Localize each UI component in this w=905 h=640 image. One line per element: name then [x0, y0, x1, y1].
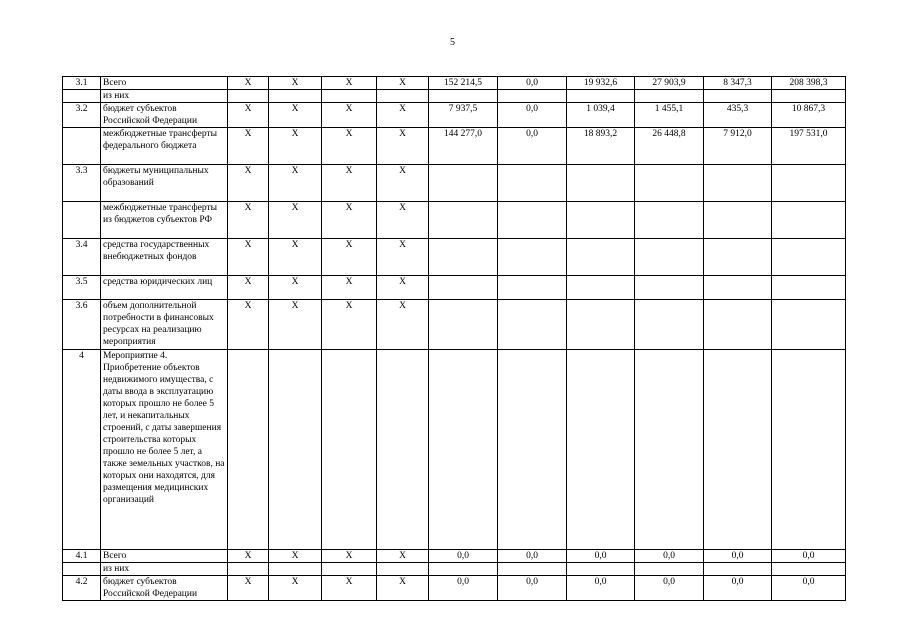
amount-cell: 0,0: [635, 550, 704, 563]
marker-cell: Х: [377, 77, 429, 90]
marker-cell: Х: [322, 576, 377, 601]
amount-cell: [567, 239, 635, 276]
amount-cell: [772, 165, 846, 202]
marker-cell: Х: [322, 128, 377, 165]
page-number: 5: [450, 37, 455, 48]
row-number-cell: 3.2: [63, 103, 101, 128]
table-row: [63, 128, 846, 165]
row-label-cell: средства государственных внебюджетных фондов: [101, 239, 228, 276]
marker-cell: Х: [322, 276, 377, 300]
amount-cell: 7 912,0: [704, 128, 772, 165]
row-number-cell: 3.6: [63, 300, 101, 350]
marker-cell: Х: [322, 550, 377, 563]
marker-cell: Х: [269, 165, 322, 202]
amount-cell: [772, 300, 846, 350]
row-number-cell: 3.1: [63, 77, 101, 90]
amount-cell: [429, 276, 498, 300]
amount-cell: [567, 350, 635, 550]
row-number-cell: [63, 128, 101, 165]
marker-cell: Х: [377, 103, 429, 128]
table-row: [63, 550, 846, 563]
amount-cell: 208 398,3: [772, 77, 846, 90]
marker-cell: Х: [269, 276, 322, 300]
amount-cell: [635, 276, 704, 300]
amount-cell: 1 455,1: [635, 103, 704, 128]
amount-cell: 0,0: [772, 576, 846, 601]
amount-cell: 0,0: [429, 550, 498, 563]
marker-cell: Х: [228, 276, 269, 300]
amount-cell: [772, 350, 846, 550]
amount-cell: [772, 563, 846, 576]
marker-cell: Х: [322, 239, 377, 276]
amount-cell: [429, 300, 498, 350]
amount-cell: 0,0: [498, 77, 567, 90]
amount-cell: [635, 239, 704, 276]
row-label-cell: межбюджетные трансферты из бюджетов субъектов РФ: [101, 202, 228, 239]
marker-cell: Х: [269, 239, 322, 276]
row-label-cell: бюджеты муниципальных образований: [101, 165, 228, 202]
marker-cell: [269, 90, 322, 103]
amount-cell: [429, 202, 498, 239]
marker-cell: Х: [322, 77, 377, 90]
row-label-cell: средства юридических лиц: [101, 276, 228, 300]
marker-cell: Х: [377, 165, 429, 202]
amount-cell: 435,3: [704, 103, 772, 128]
amount-cell: 0,0: [567, 576, 635, 601]
marker-cell: Х: [269, 77, 322, 90]
amount-cell: 7 937,5: [429, 103, 498, 128]
amount-cell: [772, 90, 846, 103]
table-row: [63, 576, 846, 601]
marker-cell: Х: [228, 239, 269, 276]
amount-cell: 0,0: [567, 550, 635, 563]
row-label-cell: бюджет субъектов Российской Федерации: [101, 103, 228, 128]
amount-cell: 18 893,2: [567, 128, 635, 165]
marker-cell: [377, 90, 429, 103]
marker-cell: Х: [228, 77, 269, 90]
table-row: [63, 165, 846, 202]
amount-cell: 0,0: [498, 550, 567, 563]
row-label-cell: Мероприятие 4. Приобретение объектов недвижимого имущества, с даты ввода в эксплуатацию которых прошло не более 5 лет, и некапитальных строений, с даты завершения строительства которых прошло не более 5 лет, а также земельных участков, на которых они находятся, для размещения медицинских организаций: [101, 350, 228, 550]
table-row: [63, 276, 846, 300]
amount-cell: 144 277,0: [429, 128, 498, 165]
amount-cell: 27 903,9: [635, 77, 704, 90]
amount-cell: 0,0: [498, 576, 567, 601]
marker-cell: Х: [322, 202, 377, 239]
marker-cell: Х: [322, 103, 377, 128]
amount-cell: [429, 350, 498, 550]
marker-cell: Х: [228, 103, 269, 128]
amount-cell: [635, 350, 704, 550]
row-label-cell: межбюджетные трансферты федерального бюджета: [101, 128, 228, 165]
marker-cell: Х: [269, 202, 322, 239]
marker-cell: Х: [377, 276, 429, 300]
amount-cell: 19 932,6: [567, 77, 635, 90]
marker-cell: Х: [228, 128, 269, 165]
amount-cell: [429, 165, 498, 202]
marker-cell: Х: [269, 300, 322, 350]
row-label-cell: объем дополнительной потребности в финансовых ресурсах на реализацию мероприятия: [101, 300, 228, 350]
marker-cell: [269, 350, 322, 550]
marker-cell: Х: [269, 550, 322, 563]
marker-cell: [228, 563, 269, 576]
amount-cell: [498, 300, 567, 350]
amount-cell: [498, 90, 567, 103]
financing-table: [62, 76, 846, 601]
amount-cell: [635, 202, 704, 239]
row-number-cell: 4.1: [63, 550, 101, 563]
marker-cell: [322, 563, 377, 576]
table-row: [63, 350, 846, 550]
marker-cell: Х: [377, 239, 429, 276]
row-number-cell: 3.5: [63, 276, 101, 300]
amount-cell: [704, 239, 772, 276]
amount-cell: 0,0: [498, 128, 567, 165]
row-label-cell: из них: [101, 563, 228, 576]
marker-cell: Х: [269, 103, 322, 128]
amount-cell: [635, 165, 704, 202]
table-row: [63, 90, 846, 103]
table-row: [63, 239, 846, 276]
table-row: [63, 202, 846, 239]
table-row: [63, 77, 846, 90]
amount-cell: 26 448,8: [635, 128, 704, 165]
amount-cell: [498, 202, 567, 239]
marker-cell: [228, 350, 269, 550]
row-number-cell: 3.4: [63, 239, 101, 276]
amount-cell: [567, 202, 635, 239]
marker-cell: Х: [228, 202, 269, 239]
marker-cell: Х: [228, 576, 269, 601]
table-row: [63, 300, 846, 350]
amount-cell: [567, 563, 635, 576]
amount-cell: [635, 300, 704, 350]
row-number-cell: [63, 90, 101, 103]
marker-cell: [269, 563, 322, 576]
amount-cell: 0,0: [498, 103, 567, 128]
amount-cell: [704, 202, 772, 239]
marker-cell: Х: [322, 165, 377, 202]
amount-cell: [567, 165, 635, 202]
marker-cell: [377, 350, 429, 550]
amount-cell: 10 867,3: [772, 103, 846, 128]
marker-cell: Х: [377, 550, 429, 563]
amount-cell: [498, 165, 567, 202]
row-number-cell: 4.2: [63, 576, 101, 601]
marker-cell: Х: [377, 202, 429, 239]
amount-cell: 1 039,4: [567, 103, 635, 128]
amount-cell: [704, 90, 772, 103]
marker-cell: Х: [269, 576, 322, 601]
row-label-cell: бюджет субъектов Российской Федерации: [101, 576, 228, 601]
marker-cell: Х: [322, 300, 377, 350]
amount-cell: 0,0: [704, 550, 772, 563]
amount-cell: 0,0: [635, 576, 704, 601]
table-body: [63, 77, 846, 601]
amount-cell: 8 347,3: [704, 77, 772, 90]
marker-cell: Х: [269, 128, 322, 165]
marker-cell: Х: [377, 300, 429, 350]
marker-cell: Х: [377, 576, 429, 601]
amount-cell: [567, 276, 635, 300]
row-label-cell: из них: [101, 90, 228, 103]
row-number-cell: 4: [63, 350, 101, 550]
amount-cell: [772, 276, 846, 300]
amount-cell: [429, 239, 498, 276]
amount-cell: [772, 239, 846, 276]
row-label-cell: Всего: [101, 77, 228, 90]
amount-cell: [498, 350, 567, 550]
amount-cell: 0,0: [704, 576, 772, 601]
amount-cell: [704, 350, 772, 550]
row-number-cell: 3.3: [63, 165, 101, 202]
amount-cell: 0,0: [429, 576, 498, 601]
amount-cell: 152 214,5: [429, 77, 498, 90]
amount-cell: [498, 239, 567, 276]
table-row: [63, 563, 846, 576]
amount-cell: [429, 90, 498, 103]
marker-cell: [228, 90, 269, 103]
row-label-cell: Всего: [101, 550, 228, 563]
amount-cell: [429, 563, 498, 576]
marker-cell: [322, 90, 377, 103]
marker-cell: Х: [228, 165, 269, 202]
amount-cell: 0,0: [772, 550, 846, 563]
amount-cell: [498, 563, 567, 576]
amount-cell: [704, 563, 772, 576]
row-number-cell: [63, 202, 101, 239]
marker-cell: [322, 350, 377, 550]
amount-cell: [635, 90, 704, 103]
amount-cell: [635, 563, 704, 576]
marker-cell: Х: [228, 300, 269, 350]
amount-cell: [704, 276, 772, 300]
marker-cell: [377, 563, 429, 576]
marker-cell: Х: [228, 550, 269, 563]
amount-cell: [704, 165, 772, 202]
amount-cell: [772, 202, 846, 239]
table-row: [63, 103, 846, 128]
amount-cell: [567, 90, 635, 103]
amount-cell: [567, 300, 635, 350]
row-number-cell: [63, 563, 101, 576]
amount-cell: 197 531,0: [772, 128, 846, 165]
amount-cell: [498, 276, 567, 300]
amount-cell: [704, 300, 772, 350]
marker-cell: Х: [377, 128, 429, 165]
